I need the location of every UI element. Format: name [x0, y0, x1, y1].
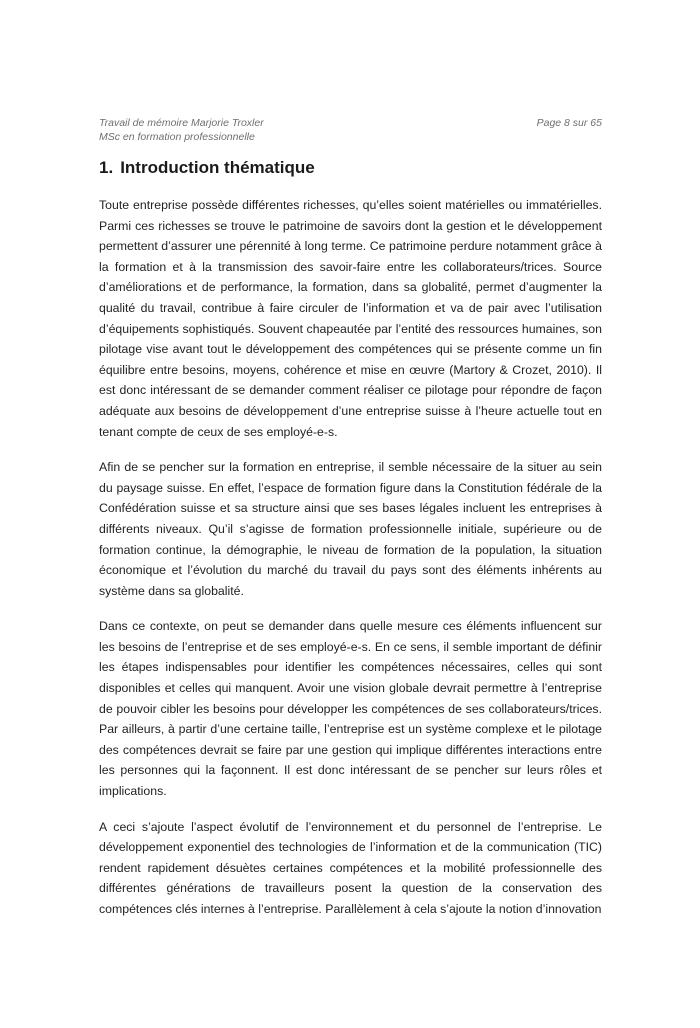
paragraph: A ceci s’ajoute l’aspect évolutif de l’environnement et du personnel de l’entreprise. Le développement exponentiel des technologies de l’information et de la communication (TIC) rendent rapidement désuètes certaines compétences et la mobilité professionnelle des différentes générations de travailleurs posent la question de la conservation des compétences clés internes à l’entreprise. Parallèlement à cela s’ajoute la notion d’innovation	[99, 819, 602, 916]
page-header	[99, 116, 602, 144]
header-row-2	[99, 130, 602, 144]
section-number: 1.	[99, 158, 114, 177]
paragraph: Afin de se pencher sur la formation en entreprise, il semble nécessaire de la situer au sein du paysage suisse. En effet, l’espace de formation figure dans la Constitution fédérale de la Confédération suisse et sa structure ainsi que ses bases légales incluent les entreprises à différents niveaux. Qu’il s’agisse de formation professionnelle initiale, supérieure ou de formation continue, la démographie, le niveau de formation de la population, la situation économique et l’évolution du marché du travail du pays sont des éléments inhérents au système dans sa globalité.	[99, 460, 602, 598]
header-author-line: Travail de mémoire Marjorie Troxler	[99, 117, 264, 129]
body-text	[99, 195, 602, 935]
paragraph: Toute entreprise possède différentes richesses, qu’elles soient matérielles ou immatérielles. Parmi ces richesses se trouve le patrimoine de savoirs dont la gestion et le développement permettent d’assurer une pérennité à long terme. Ce patrimoine perdure notamment grâce à la formation et à la transmission des savoir-faire entre les collaborateurs/trices. Source d’améliorations et de performance, la formation, dans sa globalité, permet d’augmenter la qualité du travail, contribue à faire circuler de l’information et va de pair avec l’utilisation d’équipements sophistiqués. Souvent chapeautée par l’entité des ressources humaines, son pilotage vise avant tout le développement des compétences qui se présente comme un fin équilibre entre besoins, moyens, cohérence et mise en œuvre (Martory & Crozet, 2010). Il est donc intéressant de se demander comment réaliser ce pilotage pour répondre de façon adéquate aux besoins de développement d’une entreprise suisse à l’heure actuelle tout en tenant compte de ceux de ses employé-e-s.	[99, 198, 602, 439]
paragraph: Dans ce contexte, on peut se demander dans quelle mesure ces éléments influencent sur les besoins de l’entreprise et de ses employé-e-s. En ce sens, il semble important de définir les étapes indispensables pour identifier les compétences nécessaires, celles qui sont disponibles et celles qui manquent. Avoir une vision globale devrait permettre à l’entreprise de pouvoir cibler les besoins pour développer les compétences de ses collaborateurs/trices. Par ailleurs, à partir d’une certaine taille, l’entreprise est un système complexe et le pilotage des compétences devrait se faire par une gestion qui implique différentes interactions entre les personnes qui la façonnent. Il est donc intéressant de se pencher sur leurs rôles et implications.	[99, 619, 602, 799]
section-heading	[99, 158, 315, 178]
header-program-line: MSc en formation professionnelle	[99, 131, 255, 143]
header-page-number: Page 8 sur 65	[536, 117, 602, 129]
header-row-1	[99, 116, 602, 130]
section-title: Introduction thématique	[120, 158, 315, 177]
